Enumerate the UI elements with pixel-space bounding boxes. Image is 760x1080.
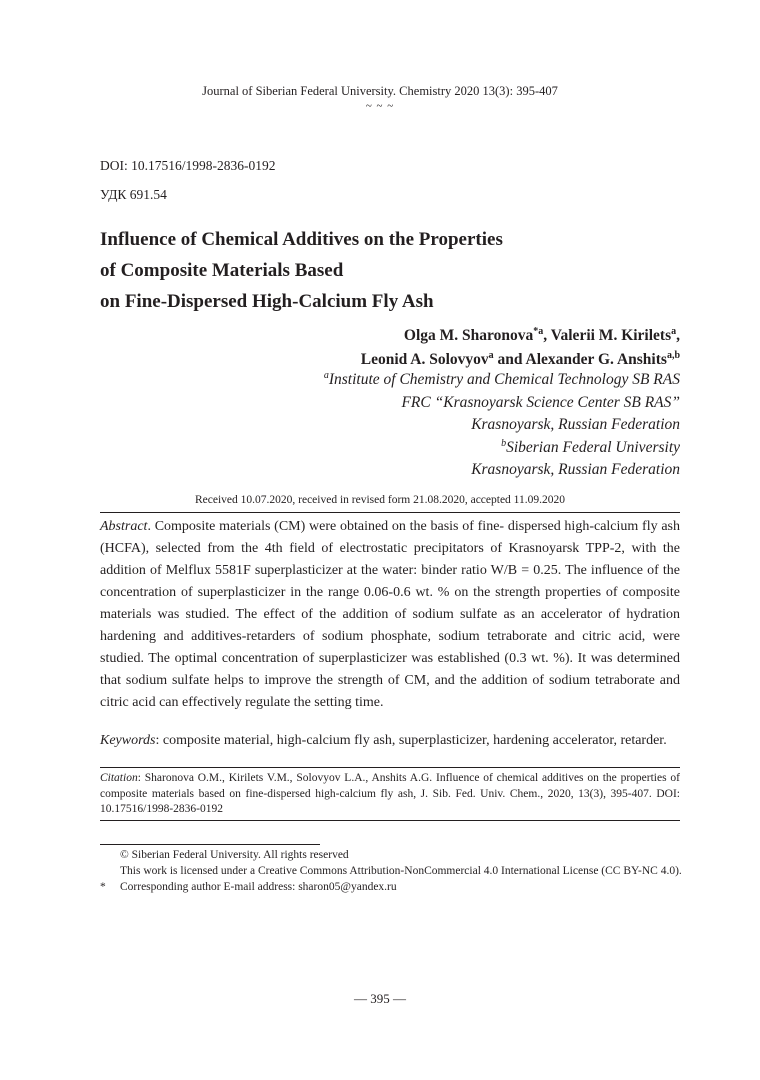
udk-code: УДК 691.54 [100,187,167,202]
divider [100,512,680,513]
title-line-3: on Fine-Dispersed High-Calcium Fly Ash [100,291,434,312]
affiliation-mark: a [323,369,329,381]
author-affiliation-mark: a [488,349,494,361]
corresponding-text: Corresponding author E-mail address: sharon05@yandex.ru [120,881,397,893]
page-number: — 395 — [354,991,406,1006]
footnotes [100,847,700,895]
keywords-separator: : [155,733,163,748]
affiliations-block [324,369,680,482]
footnote-divider [100,844,320,845]
authors-block [361,324,680,372]
author-name: Olga M. Sharonova [403,327,534,344]
affiliation-text: Siberian Federal University [506,438,680,456]
journal-header: Journal of Siberian Federal University. Chemistry 2020 13(3): 395-407 [202,84,558,98]
abstract [100,516,680,714]
author-name: Leonid A. Solovyov [360,351,489,368]
keywords-label: Keywords [100,733,156,748]
abstract-separator: . [147,519,155,534]
affiliation-line: FRC “Krasnoyarsk Science Center SB RAS” [401,393,680,411]
author-name: Alexander G. Anshits [525,351,667,368]
corresponding-author-note [100,879,700,895]
author-affiliation-mark: a,b [666,349,680,361]
author-separator: , [676,327,680,344]
citation-label: Citation [100,772,138,784]
affiliation-mark: b [501,437,507,449]
affiliation-line: Krasnoyarsk, Russian Federation [471,416,680,433]
author-affiliation-mark: *a [533,325,544,337]
title-line-2: of Composite Materials Based [100,260,344,281]
author-separator: and [493,351,526,368]
affiliation-line [324,437,680,460]
license-text: This work is licensed under a Creative Commons Attribution-NonCommercial 4.0 International License (CC BY-NC 4.0). [120,865,682,877]
authors-line-1 [361,324,680,348]
citation-separator: : [137,772,145,784]
article-title [100,224,503,317]
abstract-text: Composite materials (CM) were obtained on the basis of fine- dispersed high-calcium fly ash (HCFA), selected from the 4th field of electrostatic precipitators of Krasnoyarsk TPP-2, with the addition of Melflux 5581F superplasticizer at the water: binder ratio W/B = 0.25. The influence of the concentration of superplasticizer in the range 0.06-0.6 wt. % on the strength properties of composite materials was studied. The effect of the addition of sodium sulfate as an accelerator of hydration hardening and additives-retarders of sodium phosphate, sodium tetraborate and citric acid, were studied. The optimal concentration of superplasticizer was established (0.3 wt. %). It was determined that sodium sulfate helps to improve the strength of CM, and the addition of sodium tetraborate and citric acid can effectively regulate the setting time. [100,519,680,710]
citation-text: Sharonova O.M., Kirilets V.M., Solovyov L.A., Anshits A.G. Influence of chemical additives on the properties of composite materials based on fine-dispersed high-calcium fly ash, J. Sib. Fed. Univ. Chem., 2020, 13(3), 395-407. DOI: 10.17516/1998-2836-0192 [100,772,680,815]
header-ornament: ~ ~ ~ [365,100,395,112]
author-affiliation-mark: a [671,325,677,337]
doi: DOI: 10.17516/1998-2836-0192 [100,158,276,173]
copyright-note [100,847,700,863]
received-dates: Received 10.07.2020, received in revised form 21.08.2020, accepted 11.09.2020 [194,494,566,506]
affiliation-text: Institute of Chemistry and Chemical Technology SB RAS [328,371,680,388]
keywords-text: composite material, high-calcium fly ash, superplasticizer, hardening accelerator, retarder. [162,733,667,748]
abstract-label: Abstract [100,519,148,534]
license-note [100,863,700,879]
copyright-text: © Siberian Federal University. All rights reserved [120,849,349,861]
affiliation-line [324,369,680,392]
author-separator: , [543,327,551,344]
affiliation-line: Krasnoyarsk, Russian Federation [471,461,680,478]
keywords [100,730,680,752]
title-line-1: Influence of Chemical Additives on the Properties [100,229,503,250]
divider [100,767,680,768]
divider [100,820,680,821]
footnote-star: * [100,881,106,893]
citation [100,771,680,818]
author-name: Valerii M. Kirilets [550,327,672,344]
